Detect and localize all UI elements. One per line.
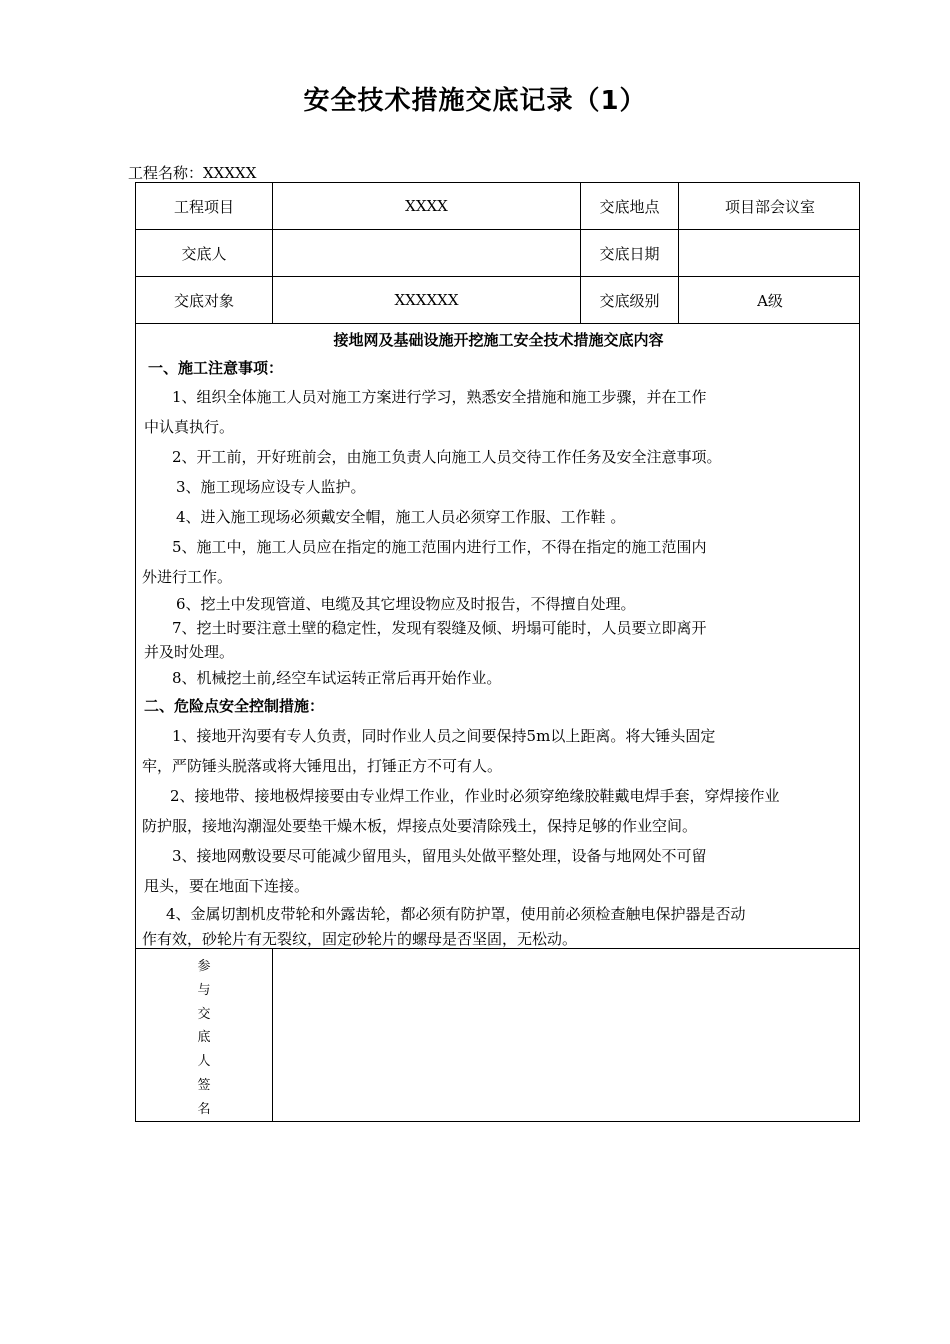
section-1-line: 4、进入施工现场必须戴安全帽，施工人员必须穿工作服、工作鞋 。 — [176, 508, 626, 526]
signature-label-char: 人 — [197, 1054, 211, 1070]
label-project-item: 工程项目 — [173, 197, 234, 216]
section-2-line: 1、接地开沟要有专人负责，同时作业人员之间要保持5m以上距离。将大锤头固定 — [172, 727, 716, 745]
section-2-title: 二、危险点安全控制措施： — [144, 697, 325, 715]
signature-label-char: 交 — [197, 1006, 211, 1022]
signature-label-char: 与 — [197, 983, 211, 999]
section-1-line: 并及时处理。 — [144, 643, 235, 661]
section-2-line: 牢，严防锤头脱落或将大锤甩出，打锤正方不可有人。 — [142, 757, 503, 775]
section-1-line: 2、开工前，开好班前会，由施工负责人向施工人员交待工作任务及安全注意事项。 — [172, 448, 722, 466]
label-audience: 交底对象 — [173, 291, 234, 310]
section-1-line: 3、施工现场应设专人监护。 — [176, 478, 366, 496]
project-name: 工程名称：XXXXX — [128, 164, 257, 182]
label-location: 交底地点 — [599, 197, 660, 216]
section-1-line: 8、机械挖土前,经空车试运转正常后再开始作业。 — [172, 669, 502, 687]
section-2-line: 防护服，接地沟潮湿处要垫干燥木板，焊接点处要清除残土，保持足够的作业空间。 — [142, 817, 698, 835]
signature-label-char: 底 — [197, 1030, 211, 1046]
section-2-line: 作有效，砂轮片有无裂纹，固定砂轮片的螺母是否坚固，无松动。 — [142, 930, 578, 948]
value-date — [679, 230, 861, 276]
label-level: 交底级别 — [599, 291, 660, 310]
section-1-line: 5、施工中，施工人员应在指定的施工范围内进行工作，不得在指定的施工范围内 — [172, 538, 707, 556]
signature-area[interactable] — [273, 949, 861, 1122]
section-2-line: 2、接地带、接地极焊接要由专业焊工作业，作业时必须穿绝缘胶鞋戴电焊手套，穿焊接作业 — [170, 787, 780, 805]
content-heading: 接地网及基础设施开挖施工安全技术措施交底内容 — [333, 331, 664, 349]
page-title: 安全技术措施交底记录（1） — [303, 86, 647, 116]
signature-label-char: 签 — [197, 1077, 211, 1093]
label-date: 交底日期 — [599, 244, 660, 263]
section-1-title: 一、施工注意事项： — [148, 359, 284, 377]
section-1-line: 外进行工作。 — [142, 568, 233, 586]
label-discloser: 交底人 — [181, 244, 227, 263]
section-2-line: 4、金属切割机皮带轮和外露齿轮，都必须有防护罩，使用前必须检查触电保护器是否动 — [166, 905, 746, 923]
signature-label — [136, 949, 272, 1123]
section-1-line: 7、挖土时要注意土壁的稳定性，发现有裂缝及倾、坍塌可能时，人员要立即离开 — [172, 619, 707, 637]
section-1-line: 6、挖土中发现管道、电缆及其它埋设物应及时报告，不得擅自处理。 — [176, 595, 636, 613]
section-2-line: 3、接地网敷设要尽可能减少留甩头，留甩头处做平整处理，设备与地网处不可留 — [172, 847, 707, 865]
value-location: 项目部会议室 — [724, 197, 815, 216]
value-audience: XXXXXX — [394, 291, 459, 309]
disclosure-content — [136, 323, 861, 949]
section-1-line: 中认真执行。 — [144, 418, 235, 436]
signature-label-char: 名 — [197, 1101, 211, 1117]
value-discloser — [273, 230, 580, 276]
signature-label-char: 参 — [197, 959, 211, 975]
section-1-line: 1、组织全体施工人员对施工方案进行学习，熟悉安全措施和施工步骤，并在工作 — [172, 388, 707, 406]
value-level: A级 — [757, 291, 783, 310]
value-project-item: XXXX — [405, 197, 448, 215]
section-2-line: 甩头，要在地面下连接。 — [144, 877, 310, 895]
disclosure-table — [135, 182, 860, 1122]
